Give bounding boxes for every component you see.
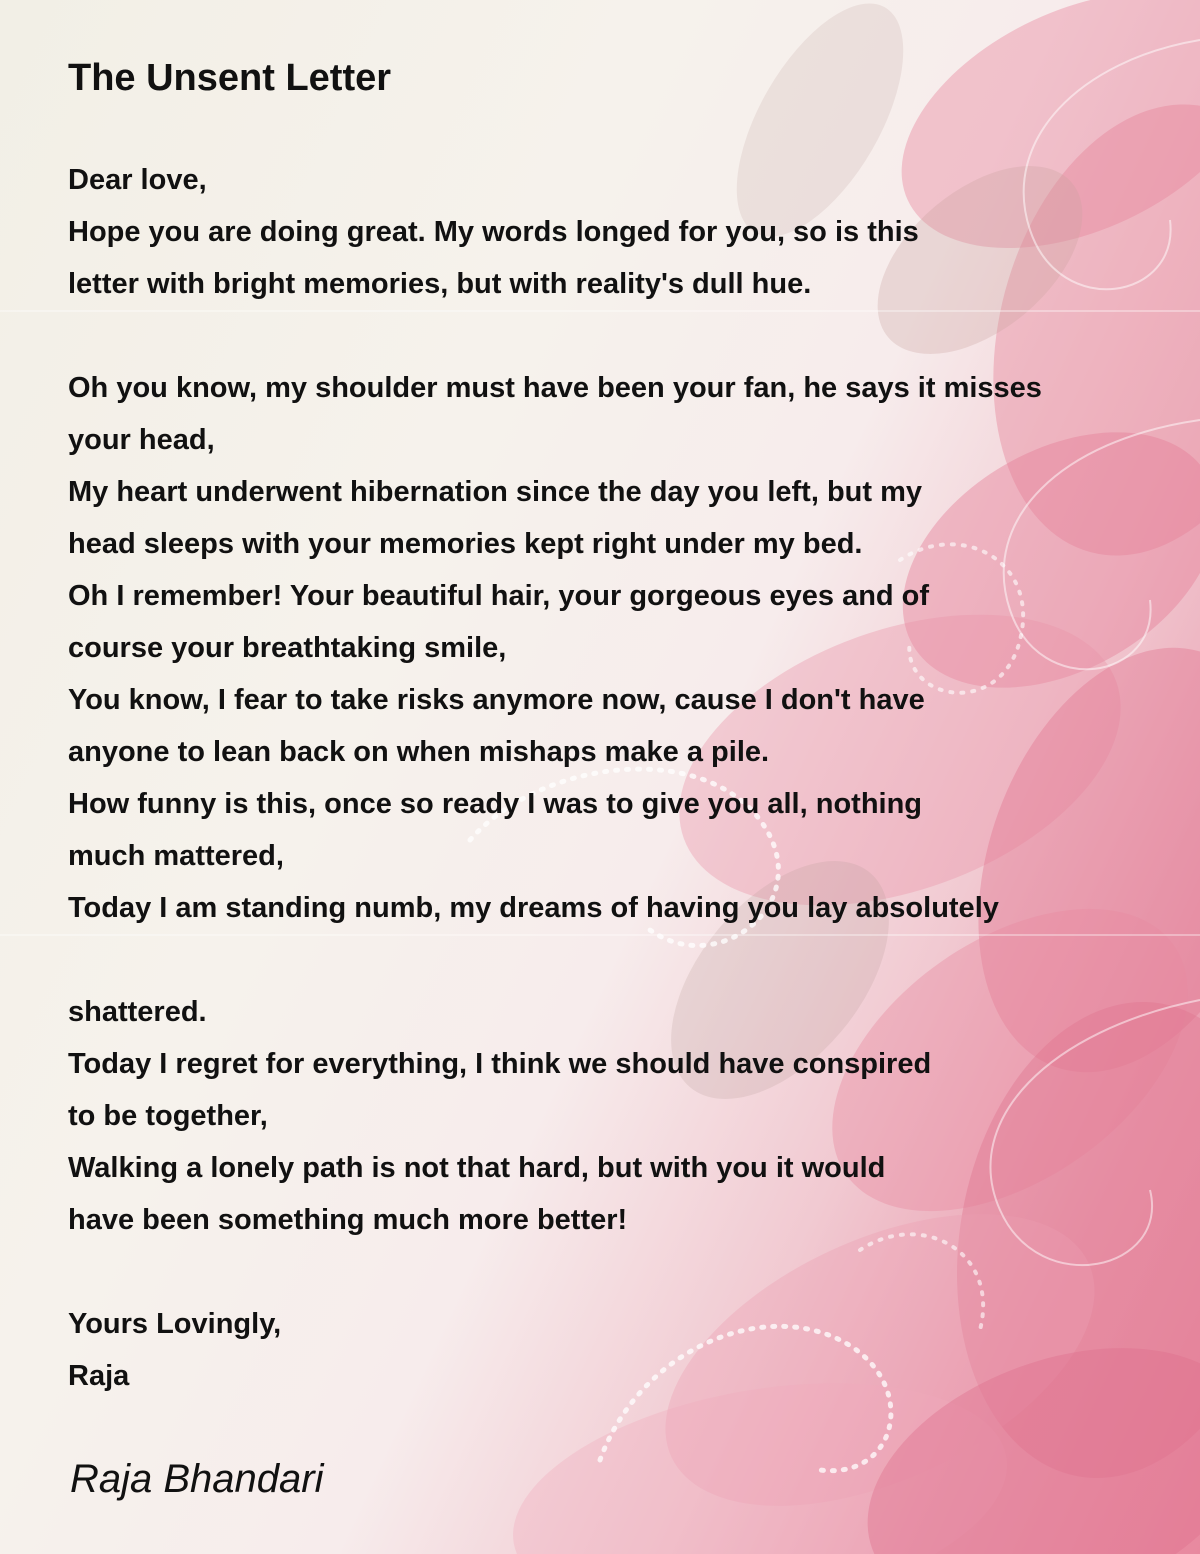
poem-line: have been something much more better! — [68, 1204, 628, 1236]
poem-line: You know, I fear to take risks anymore now, cause I don't have — [68, 684, 925, 716]
poem-line — [68, 934, 1042, 986]
poem-line: Dear love, — [68, 164, 207, 196]
poem-line: anyone to lean back on when mishaps make a pile. — [68, 736, 770, 768]
poem-line: Today I regret for everything, I think we should have conspired — [68, 1048, 932, 1080]
poem-line: How funny is this, once so ready I was to give you all, nothing — [68, 788, 923, 820]
poem-line — [68, 1246, 1042, 1298]
poem-line: your head, — [68, 424, 215, 456]
poem-line: Oh I remember! Your beautiful hair, your gorgeous eyes and of — [68, 580, 930, 612]
poem-line: letter with bright memories, but with reality's dull hue. — [68, 268, 812, 300]
poem-line: Oh you know, my shoulder must have been your fan, he says it misses — [68, 372, 1042, 404]
poem-line: My heart underwent hibernation since the day you left, but my — [68, 476, 923, 508]
poem-signoff: Yours Lovingly, — [68, 1308, 282, 1340]
poem-line: shattered. — [68, 996, 207, 1028]
poem-line: Hope you are doing great. My words longed for you, so is this — [68, 216, 919, 248]
poem-signature: Raja — [68, 1360, 130, 1392]
poem-title: The Unsent Letter — [68, 57, 392, 99]
poem-body — [68, 154, 1042, 1402]
poem-line: Today I am standing numb, my dreams of having you lay absolutely — [68, 892, 999, 924]
poem-line: course your breathtaking smile, — [68, 632, 507, 664]
poem-line — [68, 310, 1042, 362]
poem-line: Walking a lonely path is not that hard, but with you it would — [68, 1152, 886, 1184]
poem-author: Raja Bhandari — [70, 1457, 324, 1501]
poem-line: to be together, — [68, 1100, 268, 1132]
poem-line: head sleeps with your memories kept right under my bed. — [68, 528, 863, 560]
poem-line: much mattered, — [68, 840, 284, 872]
